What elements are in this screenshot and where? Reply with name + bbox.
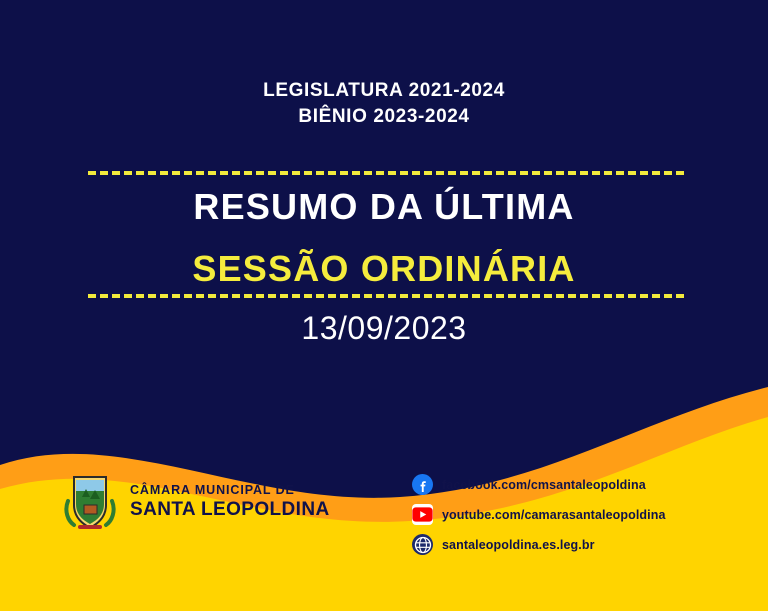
website-label: santaleopoldina.es.leg.br xyxy=(442,537,595,552)
coat-of-arms-graphic xyxy=(62,471,118,533)
brand-bottom-label: SANTA LEOPOLDINA xyxy=(130,499,330,521)
facebook-label: facebook.com/cmsantaleopoldina xyxy=(442,477,646,492)
title-line-1: RESUMO DA ÚLTIMA xyxy=(193,186,575,227)
social-row-website[interactable] xyxy=(412,534,666,555)
brand-top-label: CÂMARA MUNICIPAL DE xyxy=(130,482,295,497)
biennium-line: BIÊNIO 2023-2024 xyxy=(298,106,470,127)
globe-icon xyxy=(412,534,433,555)
social-row-youtube[interactable] xyxy=(412,504,666,525)
brand-text xyxy=(130,483,330,521)
youtube-label: youtube.com/camarasantaleopoldina xyxy=(442,507,666,522)
dashed-divider-top xyxy=(88,171,684,175)
social-row-facebook[interactable] xyxy=(412,474,666,495)
coat-of-arms-icon xyxy=(62,471,118,533)
social-links xyxy=(412,474,666,555)
dashed-divider-bottom xyxy=(88,294,684,298)
brand-block xyxy=(62,471,330,533)
globe-glyph xyxy=(414,536,432,554)
facebook-glyph xyxy=(416,478,430,492)
title-line-2: SESSÃO ORDINÁRIA xyxy=(192,248,576,289)
legislature-line: LEGISLATURA 2021-2024 xyxy=(263,80,505,101)
header-block xyxy=(0,78,768,130)
youtube-glyph xyxy=(412,507,433,522)
session-date: 13/09/2023 xyxy=(301,310,467,346)
facebook-icon xyxy=(412,474,433,495)
youtube-icon xyxy=(412,504,433,525)
title-block xyxy=(0,184,768,292)
